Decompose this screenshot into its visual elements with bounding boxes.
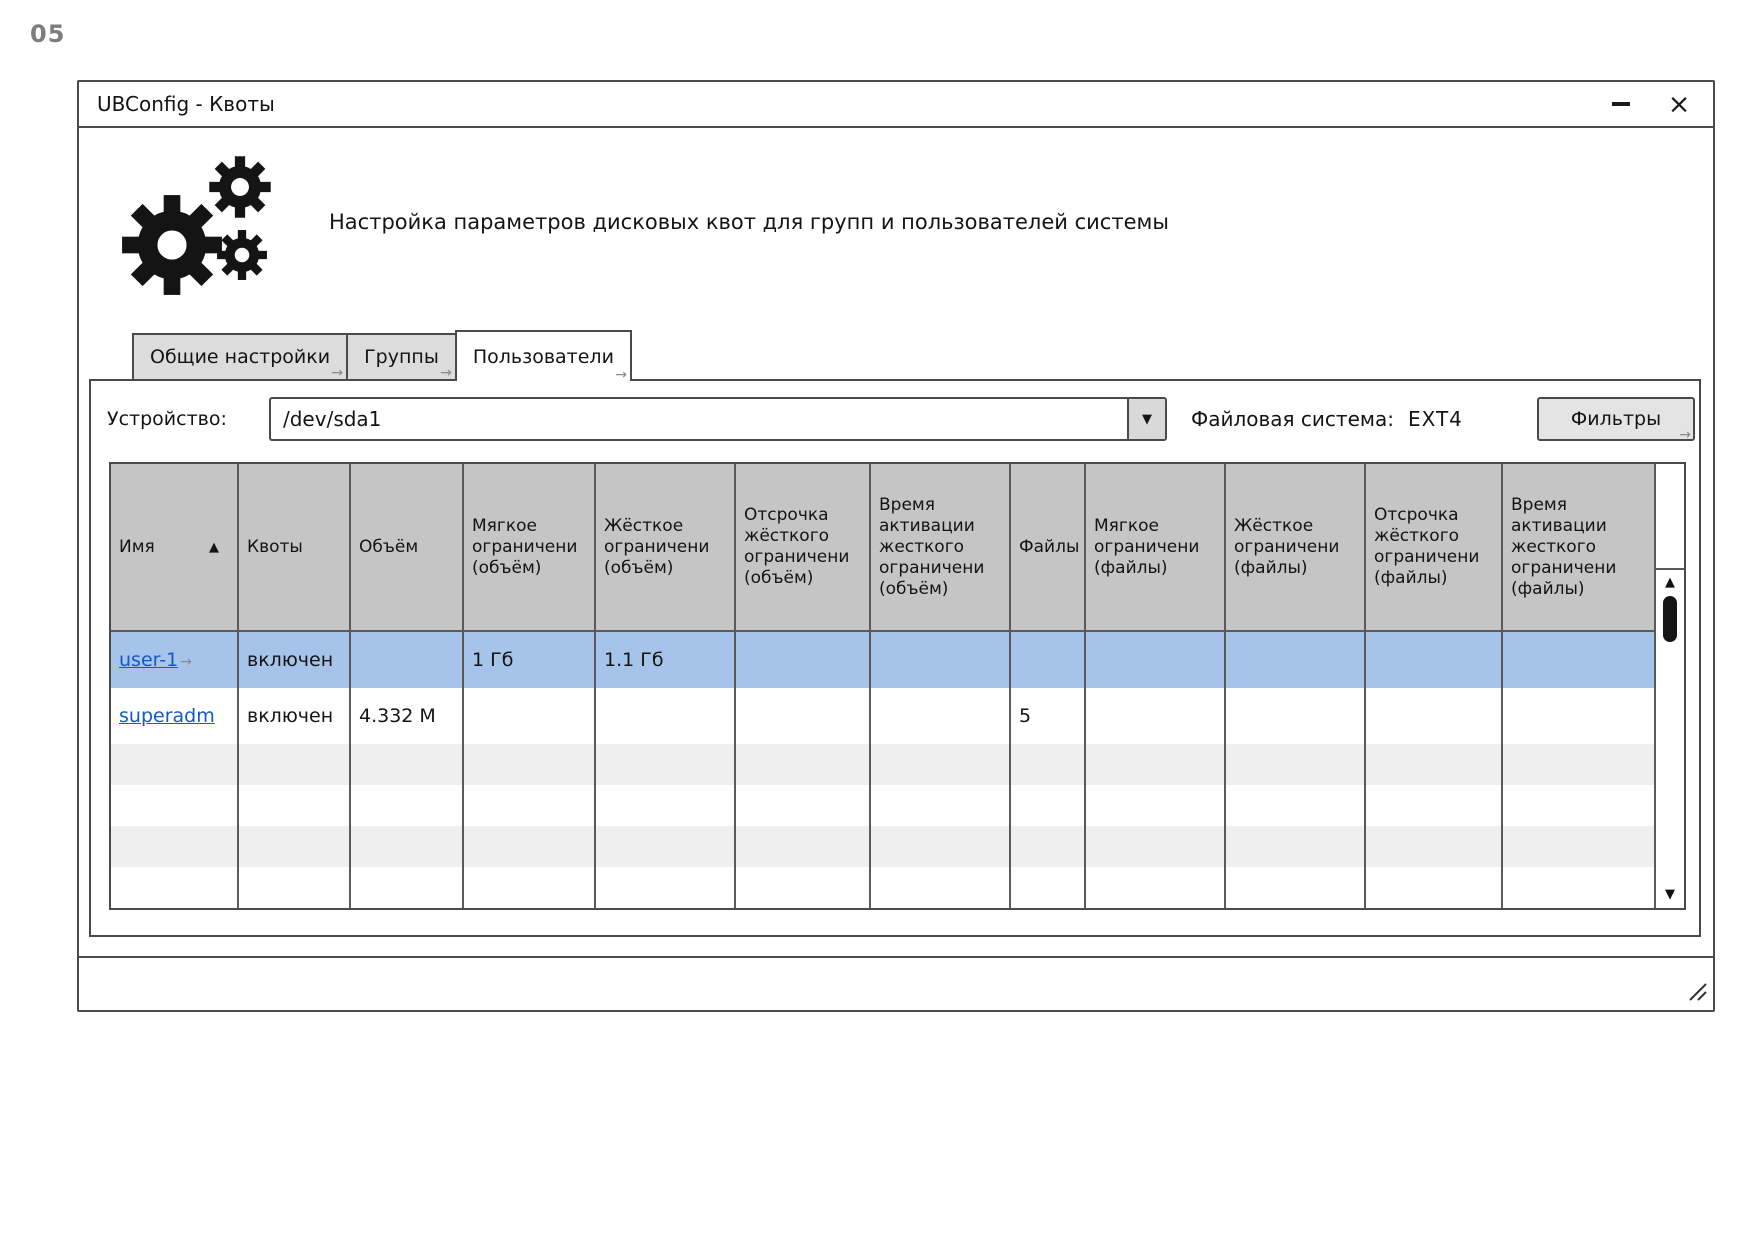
table-cell: 1.1 Гб (596, 632, 736, 688)
tab-label: Группы (364, 346, 439, 368)
table-cell (1226, 632, 1366, 688)
table-row-empty[interactable] (111, 744, 1654, 785)
column-header-label: Файлы (1019, 536, 1080, 557)
table-cell (596, 867, 736, 908)
table-cell (1011, 744, 1086, 785)
table-body-empty (111, 744, 1684, 908)
table-cell (351, 826, 464, 867)
table-cell: включен (239, 688, 351, 744)
table-cell (239, 826, 351, 867)
table-cell (239, 785, 351, 826)
table-cell (351, 744, 464, 785)
link-arrow-icon: → (440, 365, 452, 381)
table-cell (111, 744, 239, 785)
scrollbar-strip (1654, 464, 1684, 908)
column-header-label: Отсрочка жёсткого ограничени (файлы) (1374, 505, 1480, 588)
tab-bar (132, 330, 630, 381)
scroll-down-icon: ▼ (1665, 886, 1675, 902)
table-cell (239, 744, 351, 785)
table-cell (1086, 632, 1226, 688)
column-header-activation-files[interactable] (1503, 464, 1654, 630)
link-arrow-icon: → (180, 654, 192, 670)
table-row-empty[interactable] (111, 785, 1654, 826)
table-cell (1503, 632, 1654, 688)
table-cell (1226, 688, 1366, 744)
table-cell (596, 785, 736, 826)
table-cell (111, 867, 239, 908)
table-cell (111, 826, 239, 867)
table-cell-name (111, 632, 239, 688)
user-link[interactable]: superadm (119, 705, 215, 727)
table-cell: 5 (1011, 688, 1086, 744)
column-header-name[interactable] (111, 464, 239, 630)
table-cell (1503, 744, 1654, 785)
tab-groups[interactable] (346, 333, 457, 379)
table-cell (1011, 632, 1086, 688)
table-cell: включен (239, 632, 351, 688)
table-cell: 1 Гб (464, 632, 596, 688)
dropdown-button[interactable] (1127, 399, 1165, 439)
device-combobox[interactable] (269, 397, 1167, 441)
table-cell (1011, 785, 1086, 826)
table-cell (1086, 785, 1226, 826)
filters-button-label: Фильтры (1570, 408, 1662, 430)
filters-button[interactable] (1537, 397, 1695, 441)
table-cell (1226, 867, 1366, 908)
table-cell (871, 826, 1011, 867)
table-cell (1226, 744, 1366, 785)
tab-label: Пользователи (472, 345, 614, 368)
column-header-files[interactable] (1011, 464, 1086, 630)
table-cell (351, 785, 464, 826)
table-cell (871, 632, 1011, 688)
minimize-icon (1612, 102, 1630, 106)
table-cell (239, 867, 351, 908)
close-button[interactable] (1663, 88, 1695, 120)
column-header-quotas[interactable] (239, 464, 351, 630)
table-cell (1086, 826, 1226, 867)
column-header-label: Жёсткое ограничени (файлы) (1234, 515, 1340, 578)
table-cell (1366, 785, 1503, 826)
statusbar (79, 956, 1713, 1010)
vertical-scrollbar[interactable] (1656, 568, 1684, 908)
column-header-label: Объём (359, 536, 419, 557)
table-cell (464, 688, 596, 744)
column-header-hard-limit-volume[interactable] (596, 464, 736, 630)
table-cell (1011, 867, 1086, 908)
users-tab-panel (89, 379, 1701, 937)
column-header-volume[interactable] (351, 464, 464, 630)
column-header-label: Мягкое ограничени (объём) (472, 515, 578, 578)
table-cell (1366, 632, 1503, 688)
table-row[interactable] (111, 632, 1654, 688)
table-cell (1366, 826, 1503, 867)
table-cell (596, 744, 736, 785)
column-header-label: Квоты (247, 536, 303, 557)
table-cell (1503, 785, 1654, 826)
table-row-empty[interactable] (111, 826, 1654, 867)
column-header-grace-volume[interactable] (736, 464, 871, 630)
filesystem-info (1191, 397, 1463, 441)
table-cell (871, 785, 1011, 826)
device-value: /dev/sda1 (283, 407, 382, 431)
table-cell (464, 744, 596, 785)
chevron-down-icon: ▼ (1142, 411, 1152, 427)
table-header-row (111, 464, 1654, 632)
scrollbar-thumb[interactable] (1663, 596, 1677, 642)
resize-grip-icon[interactable] (1685, 979, 1709, 1007)
minimize-button[interactable] (1605, 88, 1637, 120)
link-arrow-icon: → (331, 365, 344, 381)
table-cell (351, 867, 464, 908)
scroll-up-button[interactable] (1656, 570, 1684, 594)
device-label: Устройство: (107, 408, 227, 430)
table-cell (1503, 688, 1654, 744)
tab-label: Общие настройки (150, 346, 331, 368)
table-cell (1011, 826, 1086, 867)
table-cell (736, 785, 871, 826)
tab-general-settings[interactable] (132, 333, 348, 379)
column-header-label: Жёсткое ограничени (объём) (604, 515, 710, 578)
table-cell (111, 785, 239, 826)
column-header-hard-limit-files[interactable] (1226, 464, 1366, 630)
column-header-soft-limit-volume[interactable] (464, 464, 596, 630)
table-cell (596, 688, 736, 744)
table-cell (1086, 744, 1226, 785)
column-header-label: Время активации жесткого ограничени (объём) (879, 494, 985, 599)
column-header-label: Отсрочка жёсткого ограничени (объём) (744, 505, 850, 588)
titlebar (79, 82, 1713, 128)
table-cell (736, 744, 871, 785)
window-content (79, 128, 1713, 1010)
tab-users[interactable] (455, 330, 632, 381)
sort-ascending-icon: ▲ (209, 539, 219, 555)
app-window (77, 80, 1715, 1012)
quotas-table (109, 462, 1686, 910)
table-row-empty[interactable] (111, 867, 1654, 908)
table-cell-name (111, 688, 239, 744)
table-cell (871, 867, 1011, 908)
table-cell (351, 632, 464, 688)
scroll-down-button[interactable] (1656, 882, 1684, 906)
table-cell (464, 867, 596, 908)
gears-icon (120, 153, 280, 301)
filesystem-label: Файловая система: (1191, 407, 1394, 431)
table-cell (1366, 867, 1503, 908)
table-cell (1366, 744, 1503, 785)
column-header-label: Мягкое ограничени (файлы) (1094, 515, 1200, 578)
table-cell (871, 744, 1011, 785)
column-header-grace-files[interactable] (1366, 464, 1503, 630)
table-cell (1226, 826, 1366, 867)
user-link[interactable]: user-1 (119, 649, 179, 671)
table-cell (1086, 867, 1226, 908)
table-cell (736, 632, 871, 688)
filesystem-value: EXT4 (1407, 407, 1463, 431)
slide-number: 05 (30, 20, 66, 48)
table-cell (1226, 785, 1366, 826)
table-cell (871, 688, 1011, 744)
app-description: Настройка параметров дисковых квот для групп и пользователей системы (329, 210, 1169, 234)
column-header-soft-limit-files[interactable] (1086, 464, 1226, 630)
table-cell (736, 826, 871, 867)
close-icon: × (1667, 88, 1691, 120)
table-cell (596, 826, 736, 867)
column-header-label: Имя (119, 536, 155, 557)
table-cell (1366, 688, 1503, 744)
link-arrow-icon: → (615, 367, 627, 383)
column-header-label: Время активации жесткого ограничени (файлы) (1511, 494, 1617, 599)
column-header-activation-volume[interactable] (871, 464, 1011, 630)
table-cell (1503, 867, 1654, 908)
link-arrow-icon: → (1679, 427, 1691, 443)
table-cell (1503, 826, 1654, 867)
table-cell (1086, 688, 1226, 744)
table-cell (464, 785, 596, 826)
scroll-up-icon: ▲ (1665, 574, 1675, 590)
table-cell (464, 826, 596, 867)
table-cell (736, 867, 871, 908)
window-title: UBConfig - Квоты (97, 92, 275, 116)
table-cell (736, 688, 871, 744)
table-cell: 4.332 М (351, 688, 464, 744)
table-row[interactable] (111, 688, 1654, 744)
